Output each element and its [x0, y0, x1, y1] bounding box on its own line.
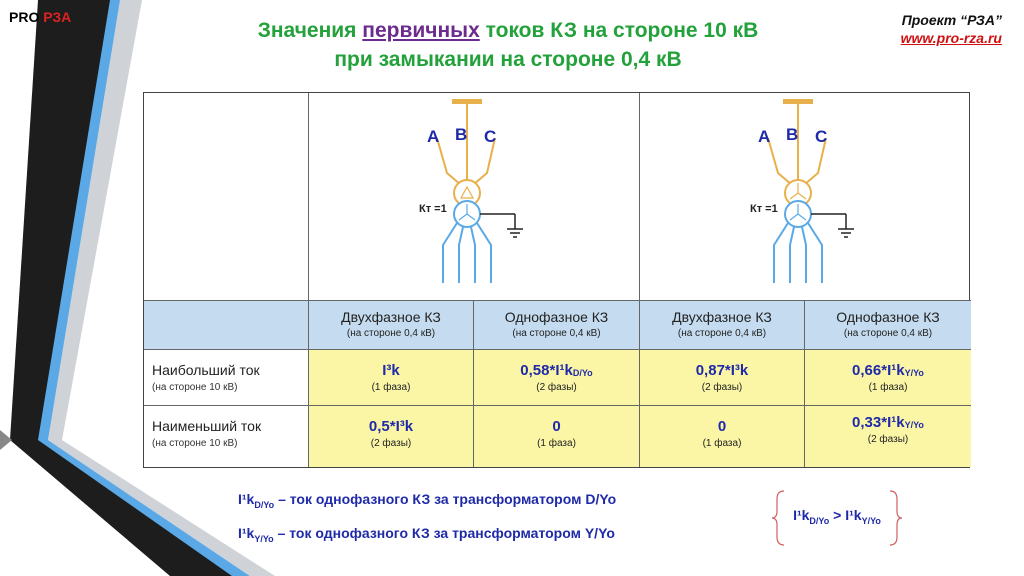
value-main: 0,87*I³k [695, 362, 749, 379]
header-empty-cell [144, 301, 309, 350]
note-text: – ток однофазного КЗ за трансформатором D/Yo [274, 491, 617, 507]
note-text: – ток однофазного КЗ за трансформатором Y/Yo [273, 525, 615, 541]
value-phases: (2 фазы) [536, 382, 577, 393]
ineq-right-sub: Y/Yo [861, 515, 881, 526]
value-main: 0 [717, 418, 727, 435]
value-phases: (1 фаза) [702, 438, 742, 449]
ineq-left-sub: D/Yo [809, 515, 830, 526]
page-title [140, 16, 876, 74]
phase-b-label: B [455, 125, 468, 144]
current-table [143, 92, 970, 468]
ineq-right: I¹k [845, 507, 862, 523]
value-sub: Y/Yo [904, 420, 924, 430]
header-cell [309, 301, 474, 350]
header-cell [474, 301, 640, 350]
header-subtitle: (на стороне 0,4 кВ) [677, 328, 767, 339]
kt-label: Кт =1 [750, 203, 778, 215]
row-label: Наибольший ток [152, 362, 260, 378]
value-phases: (1 фаза) [537, 438, 576, 449]
note-symbol-sub: D/Yo [254, 499, 275, 510]
logo-rza: РЗА [43, 9, 72, 25]
row-label: Наименьший ток [152, 418, 262, 434]
project-name: Проект “РЗА” [901, 12, 1002, 28]
value-cell [805, 350, 971, 406]
value-main: I³k [382, 362, 400, 379]
note-symbol-sub: Y/Yo [254, 533, 274, 544]
row-label-min [144, 406, 309, 467]
value-phases: (1 фаза) [371, 382, 411, 393]
value-cell [640, 350, 805, 406]
inequality [780, 507, 894, 526]
value-phases: (2 фазы) [701, 382, 743, 393]
value-cell [640, 406, 805, 467]
legend-note-dyo [238, 491, 616, 510]
value-cell [309, 406, 474, 467]
empty-corner-cell [144, 93, 309, 301]
value-sub: Y/Yo [904, 368, 924, 378]
phase-c-label: C [815, 127, 828, 146]
header-subtitle: (на стороне 0,4 кВ) [512, 328, 601, 339]
ineq-op: > [829, 507, 846, 523]
diagram-cell-dyo [309, 93, 640, 301]
transformer-diagram-dyo [309, 93, 640, 301]
title-line2: при замыкании на стороне 0,4 кВ [334, 48, 682, 71]
header-subtitle: (на стороне 0,4 кВ) [346, 328, 436, 339]
value-phases: (1 фаза) [868, 382, 908, 393]
value-main: 0,33*I¹k [852, 414, 905, 431]
note-symbol: I¹k [238, 525, 255, 541]
value-phases: (2 фазы) [867, 434, 909, 445]
value-cell [474, 350, 640, 406]
row-sublabel: (на стороне 10 кВ) [152, 438, 238, 449]
value-cell [805, 406, 971, 467]
header-title: Однофазное КЗ [504, 309, 609, 325]
logo-pro: PRO [9, 9, 40, 25]
logo [9, 9, 71, 25]
legend-note-yyo [238, 525, 615, 544]
phase-a-label: A [758, 127, 771, 146]
value-cell [474, 406, 640, 467]
value-sub: D/Yo [572, 368, 593, 378]
ineq-left: I¹k [793, 507, 810, 523]
header-cell [640, 301, 805, 350]
transformer-diagram-yyo [640, 93, 971, 301]
value-main: 0,5*I³k [368, 418, 414, 435]
value-main: 0,66*I¹k [852, 362, 905, 379]
phase-c-label: C [484, 127, 497, 146]
note-symbol: I¹k [238, 491, 255, 507]
project-url[interactable]: www.pro-rza.ru [900, 30, 1002, 46]
value-cell [309, 350, 474, 406]
project-info [901, 11, 1002, 47]
row-label-max [144, 350, 309, 406]
kt-label: Кт =1 [419, 203, 447, 215]
header-title: Двухфазное КЗ [672, 309, 772, 325]
header-cell [805, 301, 971, 350]
value-phases: (2 фазы) [370, 438, 412, 449]
phase-a-label: A [427, 127, 440, 146]
title-line1-pre: Значения [257, 19, 363, 42]
header-subtitle: (на стороне 0,4 кВ) [843, 328, 933, 339]
value-main: 0 [552, 418, 561, 435]
title-line1-emph: первичных [362, 19, 480, 42]
value-main: 0,58*I¹k [520, 362, 573, 379]
phase-b-label: B [786, 125, 799, 144]
diagram-cell-yyo [640, 93, 971, 301]
title-line1-post: токов КЗ на стороне 10 кВ [479, 19, 759, 42]
row-sublabel: (на стороне 10 кВ) [152, 382, 238, 393]
header-title: Однофазное КЗ [836, 309, 940, 325]
header-title: Двухфазное КЗ [341, 309, 441, 325]
